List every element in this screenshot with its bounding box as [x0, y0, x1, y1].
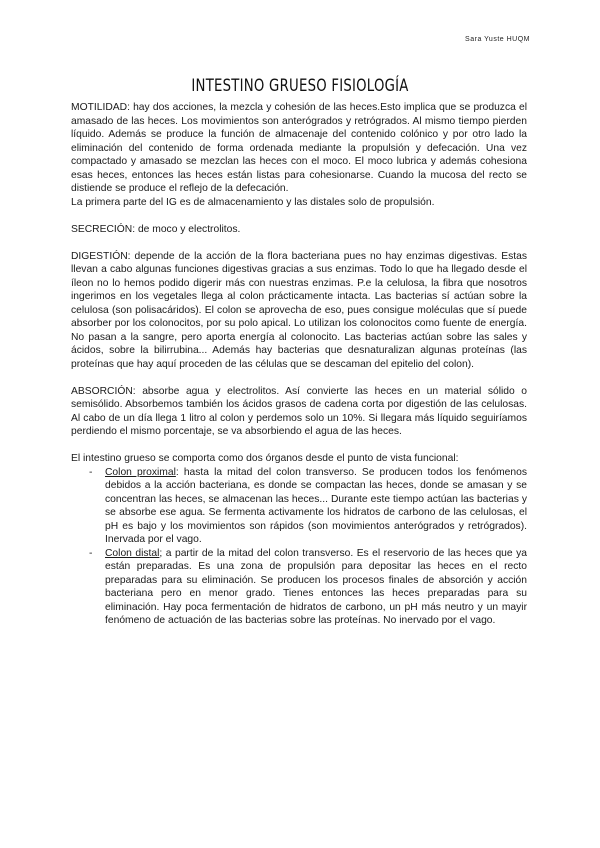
motilidad-note: La primera parte del IG es de almacenamiento y las distales solo de propulsión.	[71, 196, 435, 208]
page-title: INTESTINO GRUESO FISIOLOGÍA	[191, 76, 409, 96]
absorcion-paragraph: ABSORCIÓN: absorbe agua y electrolitos. Así convierte las heces en un material sólido o semisólido. Absorbemos también los ácidos grasos de cadena corta por digestión de las celulosas. Al cabo de un día llega 1 litro al colon y perdemos solo un 10%. Si llegara más líquido seguiríamos perdiendo el mismo porcentaje, se va absorbiendo el agua de las heces.	[71, 385, 527, 437]
secrecion-paragraph: SECRECIÓN: de moco y electrolitos.	[71, 223, 241, 235]
colon-proximal-text: : hasta la mitad del colon transverso. Se producen todos los fenómenos debidos a la acción bacteriana, es donde se compactan las heces, donde se amasan y se concentran las heces, se almacenan las heces... Durante este tiempo actúan las bacterias y se absorbe ese agua. Se fermenta activamente los hidratos de carbono de las celulosas, el pH es bajo y los movimientos son rápidos (son movimientos anterógrados y retrógrados). Inervada por el vago.	[105, 466, 527, 545]
spacer	[71, 371, 527, 385]
list-dash: -	[89, 547, 93, 559]
organos-list	[71, 466, 527, 628]
spacer	[71, 209, 527, 223]
colon-distal-text: ; a partir de la mitad del colon transverso. Es el reservorio de las heces que ya están preparadas. Es una zona de propulsión para depositar las heces en el recto preparadas para su eliminación. Se producen los procesos finales de absorción y acción bacteriana pero en menor grado. Tienes entonces las heces preparadas para su eliminación. Hay poca fermentación de hidratos de carbono, un pH más neutro y un mayir fenómeno de actuación de las bacterias sobre las proteínas. No inervado por el vago.	[105, 547, 527, 626]
digestion-paragraph: DIGESTIÓN: depende de la acción de la flora bacteriana pues no hay enzimas digestivas. Estas llevan a cabo algunas funciones digestivas gracias a sus enzimas. Todo lo que ha llegado desde el íleon no lo hemos podido digerir más con nuestras enzimas. P.e la celulosa, la fibra que nosotros ingerimos en los vegetales llega al colon prácticamente intacta. Las bacterias sí actúan sobre la celulosa (son polisacáridos). El colon se aprovecha de eso, pues consigue moléculas que sí puede absorber por los colonocitos, por su polo apical. Lo utilizan los colonocitos como fuente de energía. No pasan a la sangre, pero aporta energía al colonocito. Las bacterias actúan sobre las sales y ácidos, sobre la bilirrubina... Además hay bacterias que desnaturalizan algunas proteínas (las proteínas que hay aquí proceden de las células que se descaman del epitelio del colon).	[71, 250, 527, 370]
spacer	[71, 236, 527, 250]
list-item-colon-proximal	[71, 466, 527, 547]
motilidad-paragraph: MOTILIDAD: hay dos acciones, la mezcla y cohesión de las heces.Esto implica que se produzca el amasado de las heces. Los movimientos son anterógrados y retrógrados. Al mismo tiempo pierden líquido. Además se produce la función de almacenaje del contenido colónico y por otro lado la eliminación del contenido de forma ordenada mediante la propulsión y defecación. Una vez compactado y amasado se mezclan las heces con el moco. El moco lubrica y además cohesiona esas heces, entonces las heces están listas para cohesionarse. Cuando la mucosa del recto se distiende se produce el reflejo de la defecación.	[71, 102, 527, 194]
document-body	[71, 101, 527, 628]
list-dash: -	[89, 466, 93, 478]
colon-proximal-term: Colon proximal	[105, 466, 176, 478]
list-item-colon-distal	[71, 547, 527, 628]
spacer	[71, 439, 527, 453]
author-header: Sara Yuste HUQM	[465, 36, 530, 43]
colon-distal-term: Colon distal	[105, 547, 160, 559]
organos-intro: El intestino grueso se comporta como dos órganos desde el punto de vista funcional:	[71, 453, 459, 464]
